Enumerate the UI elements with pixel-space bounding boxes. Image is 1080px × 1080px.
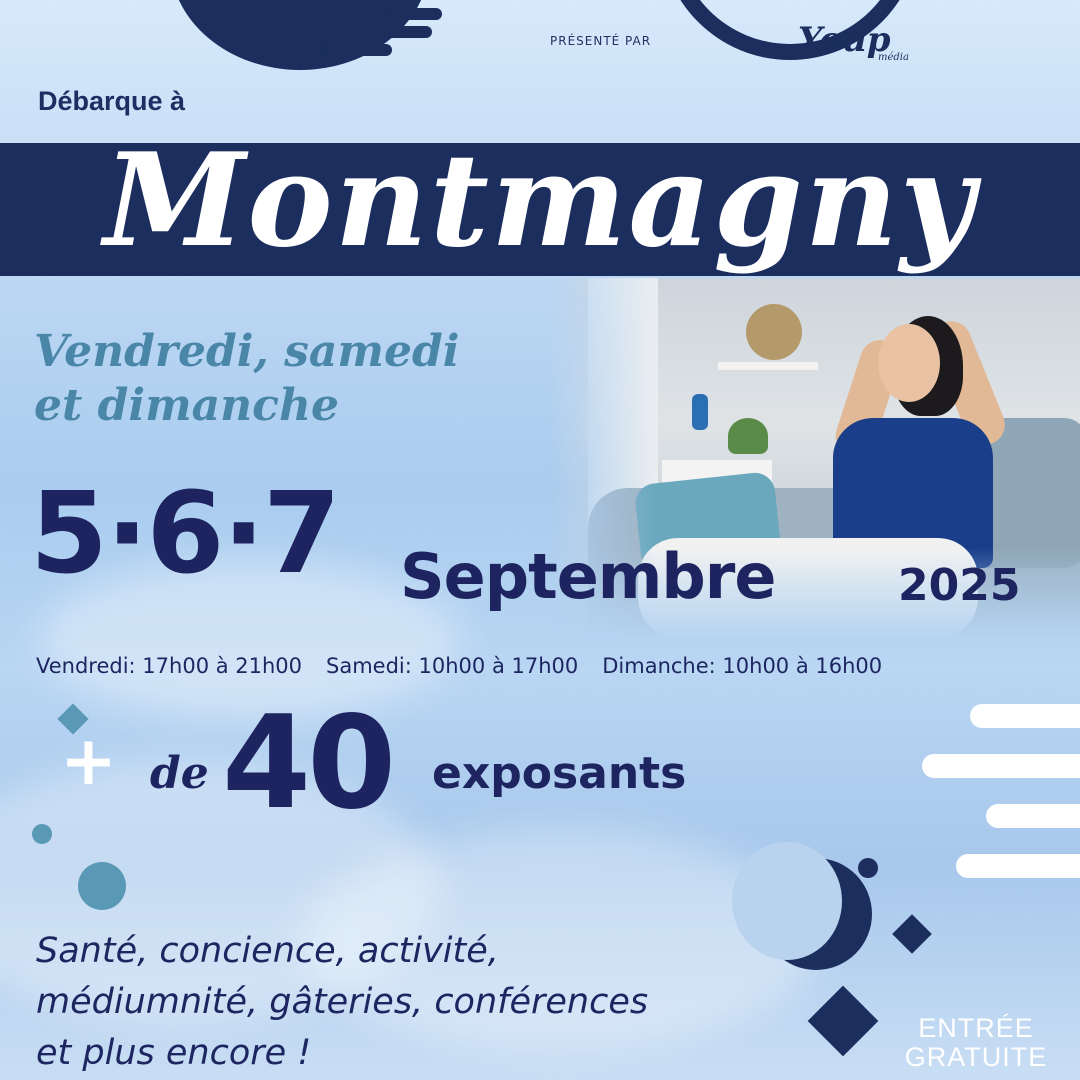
activities-list: [36, 926, 648, 1078]
sponsor-logo-sub: média: [878, 52, 909, 63]
star-dot-icon: [858, 858, 878, 878]
city-title: Montmagny: [103, 126, 977, 276]
free-entry-line: GRATUITE: [904, 1042, 1048, 1073]
activities-line: et plus encore !: [36, 1032, 312, 1073]
photo-wall-plate: [746, 304, 802, 360]
event-days-line: Vendredi, samedi: [34, 326, 460, 377]
exhibitors-count: 40: [222, 689, 393, 838]
event-dates: 5·6·7: [30, 469, 339, 599]
decor-bar: [922, 754, 1080, 778]
decor-bar: [986, 804, 1080, 828]
logo-speed-line: [384, 26, 432, 38]
hours-friday: Vendredi: 17h00 à 21h00: [36, 654, 303, 678]
star-icon: [892, 914, 932, 954]
event-year: 2025: [898, 560, 1021, 611]
photo-shelf: [718, 362, 818, 370]
decor-bar: [956, 854, 1080, 878]
activities-line: médiumnité, gâteries, conférences: [36, 981, 649, 1022]
decor-dot: [78, 862, 126, 910]
logo-speed-line: [320, 44, 392, 56]
photo-plant: [728, 418, 768, 454]
sponsor-logo: Youp: [798, 20, 891, 60]
free-entry-badge: [896, 1014, 1056, 1072]
crescent-moon-mask: [732, 842, 842, 960]
photo-vase: [692, 394, 708, 430]
exhibitors-de: de: [150, 748, 209, 799]
hours-sunday: Dimanche: 10h00 à 16h00: [602, 654, 883, 678]
star-icon: [808, 986, 879, 1057]
presented-by-label: PRÉSENTÉ PAR: [550, 34, 652, 48]
decor-dot: [32, 824, 52, 844]
free-entry-line: ENTRÉE: [918, 1013, 1034, 1043]
photo-woman-head: [878, 324, 940, 402]
event-days-line: et dimanche: [34, 379, 339, 431]
decor-bar: [970, 704, 1080, 728]
event-month: Septembre: [400, 540, 776, 613]
logo-speed-line: [384, 8, 442, 20]
opening-hours: [36, 654, 1066, 678]
exhibitors-label: exposants: [432, 748, 687, 799]
intro-text: Débarque à: [38, 86, 186, 116]
hours-saturday: Samedi: 10h00 à 17h00: [326, 654, 579, 678]
activities-line: Santé, concience, activité,: [36, 931, 499, 971]
event-days: [34, 325, 459, 432]
plus-sign: +: [60, 722, 117, 801]
